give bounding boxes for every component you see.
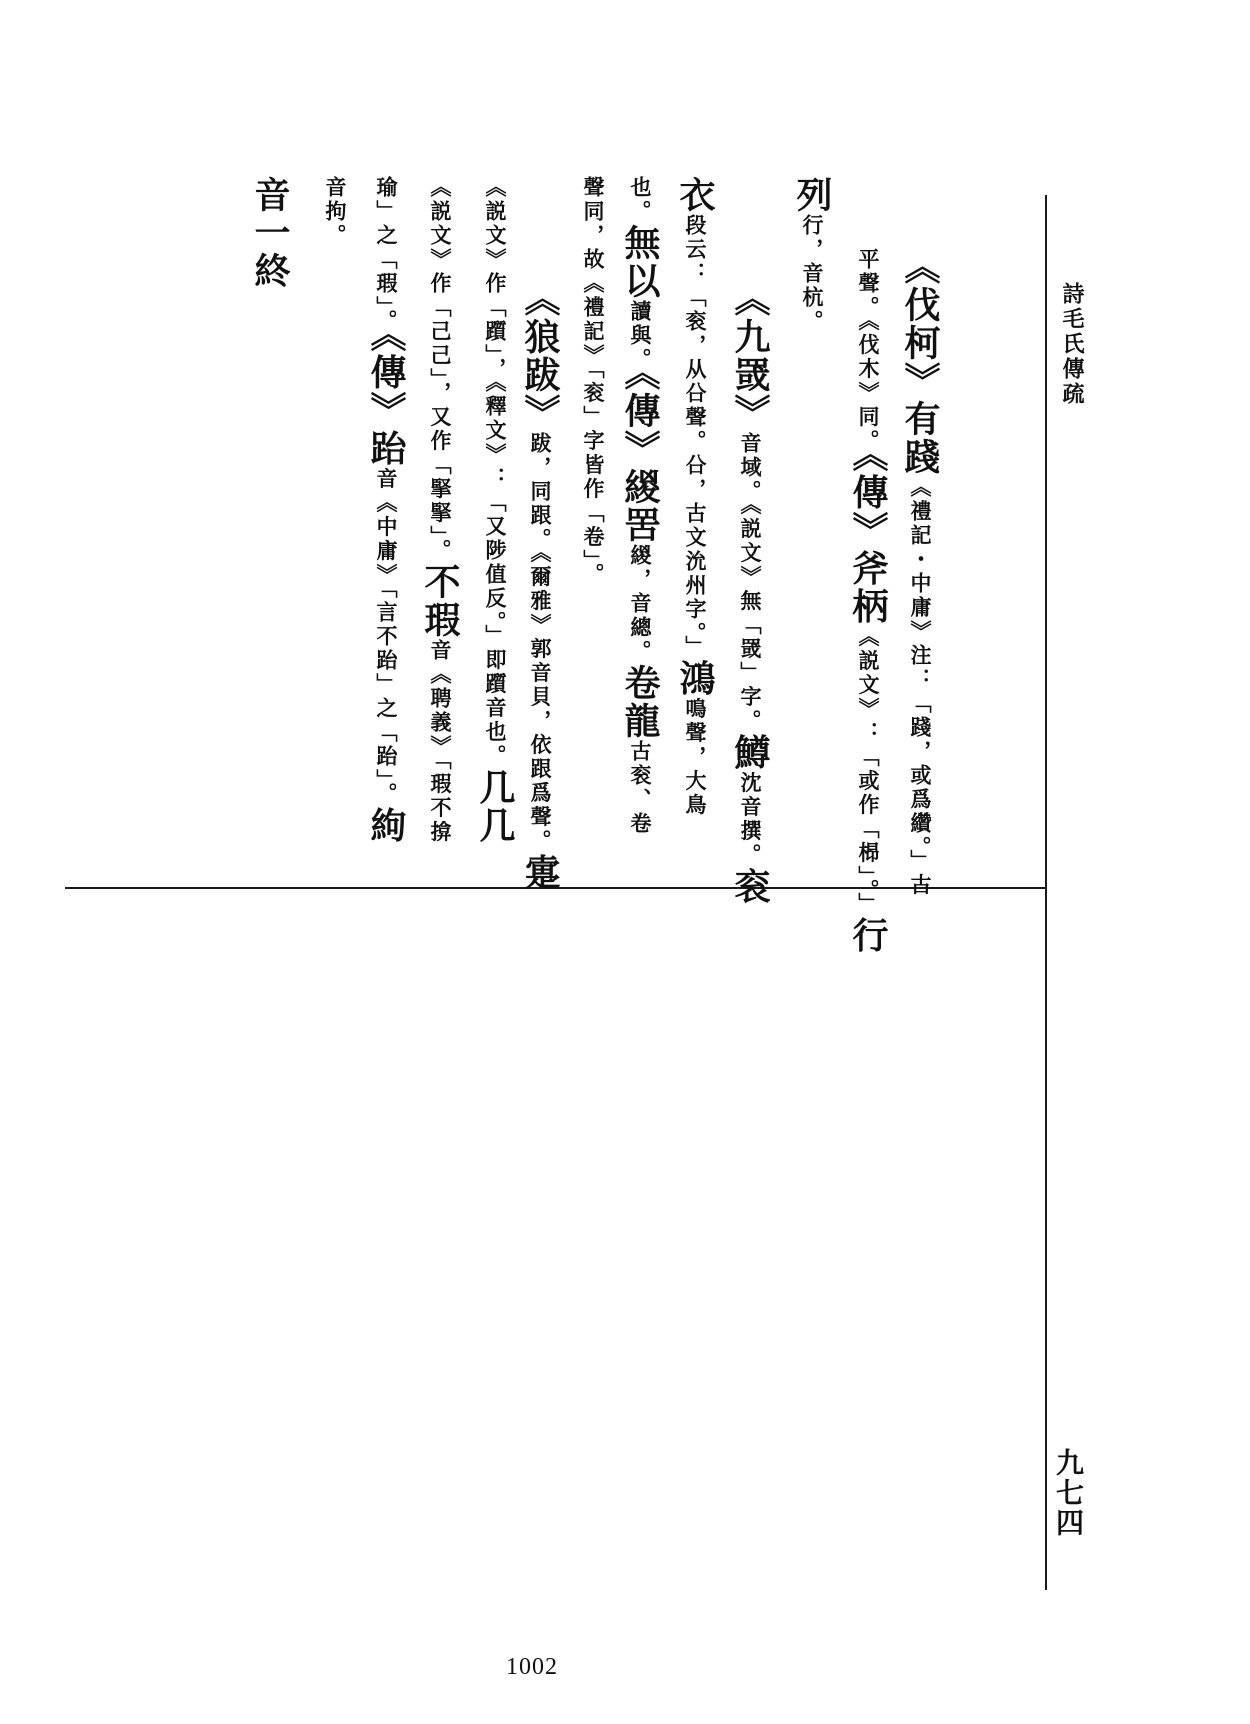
headword-text: 卷龍 [619,664,661,740]
headword-text: 無以 [619,224,661,300]
headword-text: 鱒 [729,733,771,772]
annotation-text: 《説文》：「或作「㭿」。」 [856,625,881,917]
annotation-text: 《説文》作「躓」，《釋文》：「又陟值反。」即躓音也。 [483,176,508,769]
annotation-text: 緵，音總。 [628,544,653,664]
annotation-text: 讀與。 [628,300,653,372]
text-column [900,248,940,898]
annotation-text: 音《聘義》「瑕不揜 [428,639,453,845]
headword-text: 几几 [474,768,516,845]
headword-text: 《傳》跆 [365,333,407,468]
headword-text: 鴻 [674,659,716,698]
text-column [520,280,560,892]
annotation-text: 平聲。《伐木》同。 [856,248,881,454]
text-column [420,176,460,845]
annotation-text: 《説文》作「己己」，又作「掔掔」。 [428,176,453,563]
headword-text: 《傳》斧柄 [847,453,889,626]
headword-text: 《傳》緵罟 [619,372,661,544]
text-column [848,248,888,955]
annotation-text: 跋，同跟。《爾雅》郭音貝，依跟爲聲。 [528,432,553,854]
headword-text: 《九罭》 [729,280,771,432]
headword-text: 《狼跋》 [519,280,561,432]
headword-text: 《伐柯》有踐 [899,248,941,476]
text-column [475,176,515,845]
headword-text: 衮 [729,867,771,906]
annotation-text: 古衮、卷 [628,740,653,836]
headword-text: 行 [847,916,889,955]
annotation-text: 聲同，故《禮記》「衮」字皆作「卷」。 [581,176,606,587]
text-column [366,176,406,845]
text-column [675,176,715,818]
text-column [620,176,660,836]
headword-text: 不瑕 [419,563,461,639]
annotation-text: 音域。《説文》無「罭」字。 [738,432,763,734]
annotation-text: 瑜」之「瑕」。 [374,176,399,334]
text-column [573,176,613,587]
headword-text: 疐 [519,853,561,892]
headword-text: 衣 [674,176,716,214]
text-column [315,176,355,248]
headword-text: 絇 [365,806,407,845]
annotation-text: 沈音撰。 [738,771,763,868]
annotation-text: 也。 [628,176,653,224]
annotation-text: 鳴聲，大鳥 [683,697,708,818]
folio-number: 九七四 [1052,1448,1085,1538]
vertical-margin-rule [1045,195,1047,1590]
headword-text: 列 [791,176,833,214]
annotation-text: 行，音杭。 [800,214,825,334]
text-column [250,176,290,290]
text-column [730,280,770,906]
page-number: 1002 [506,1654,558,1680]
headword-text: 音一終 [249,176,291,290]
running-head: 詩毛氏傳疏 [1059,282,1085,407]
annotation-text: 音《中庸》「言不跆」之「跆」。 [374,467,399,807]
annotation-text: 段云：「衮，从㕣聲。㕣，古文沇州字。」 [683,214,708,660]
annotation-text: 《禮記・中庸》注：「踐，或爲纘。」古 [908,476,933,898]
text-column [792,176,832,334]
annotation-text: 音拘。 [323,176,348,248]
